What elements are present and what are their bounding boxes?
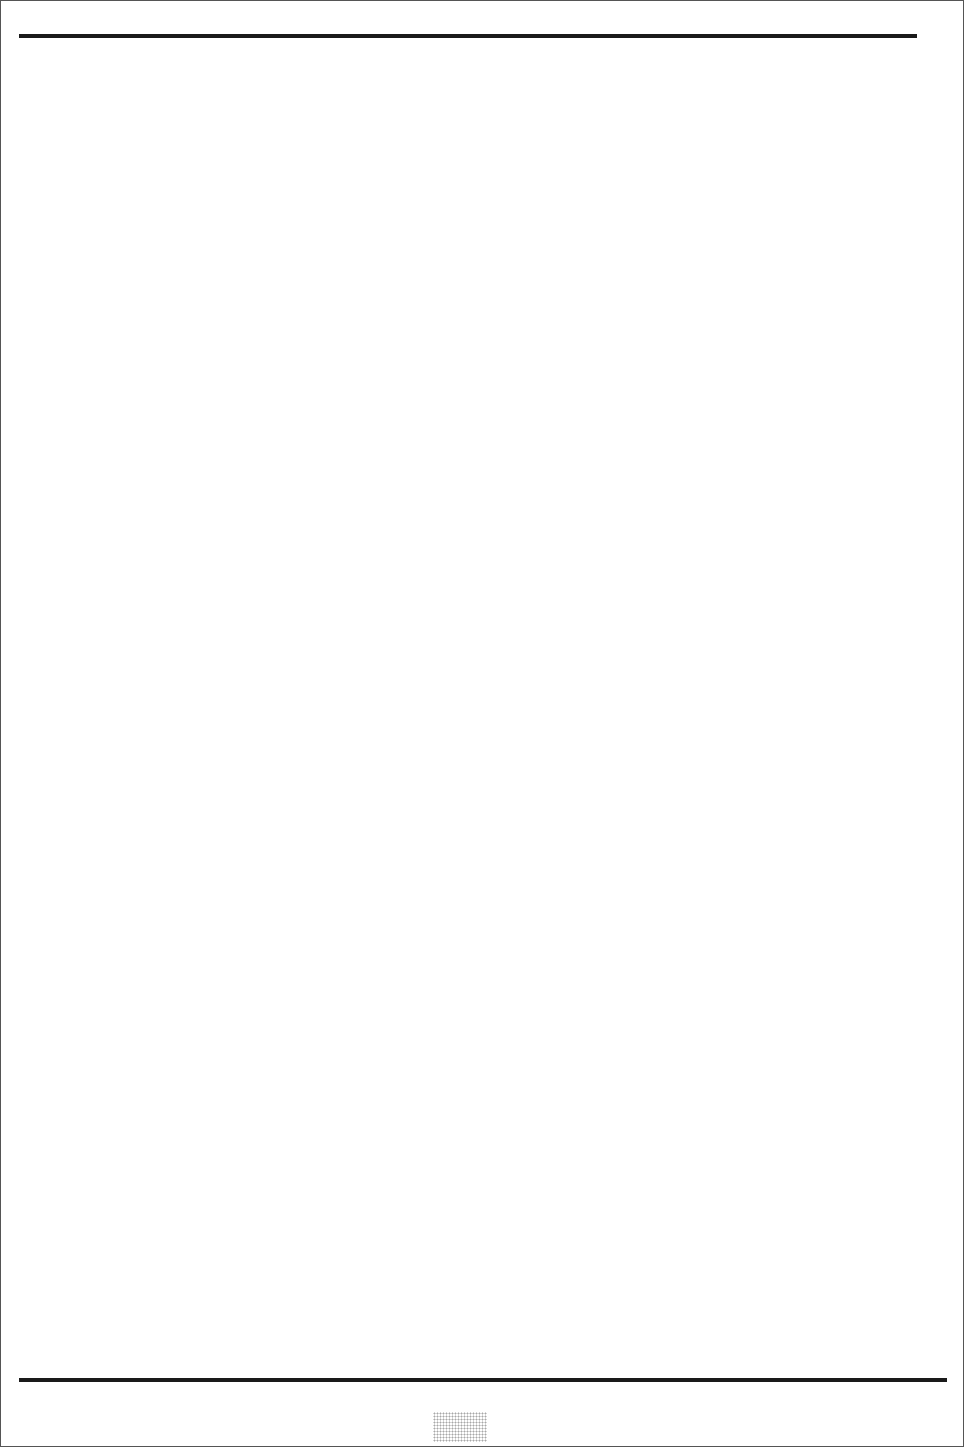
fig1-working-pressure-chart	[483, 47, 961, 383]
footer-page-number	[433, 1412, 487, 1442]
fig2-supply-voltage-load-chart	[483, 501, 961, 816]
footer-rule	[19, 1378, 947, 1382]
header-rule	[19, 34, 917, 38]
